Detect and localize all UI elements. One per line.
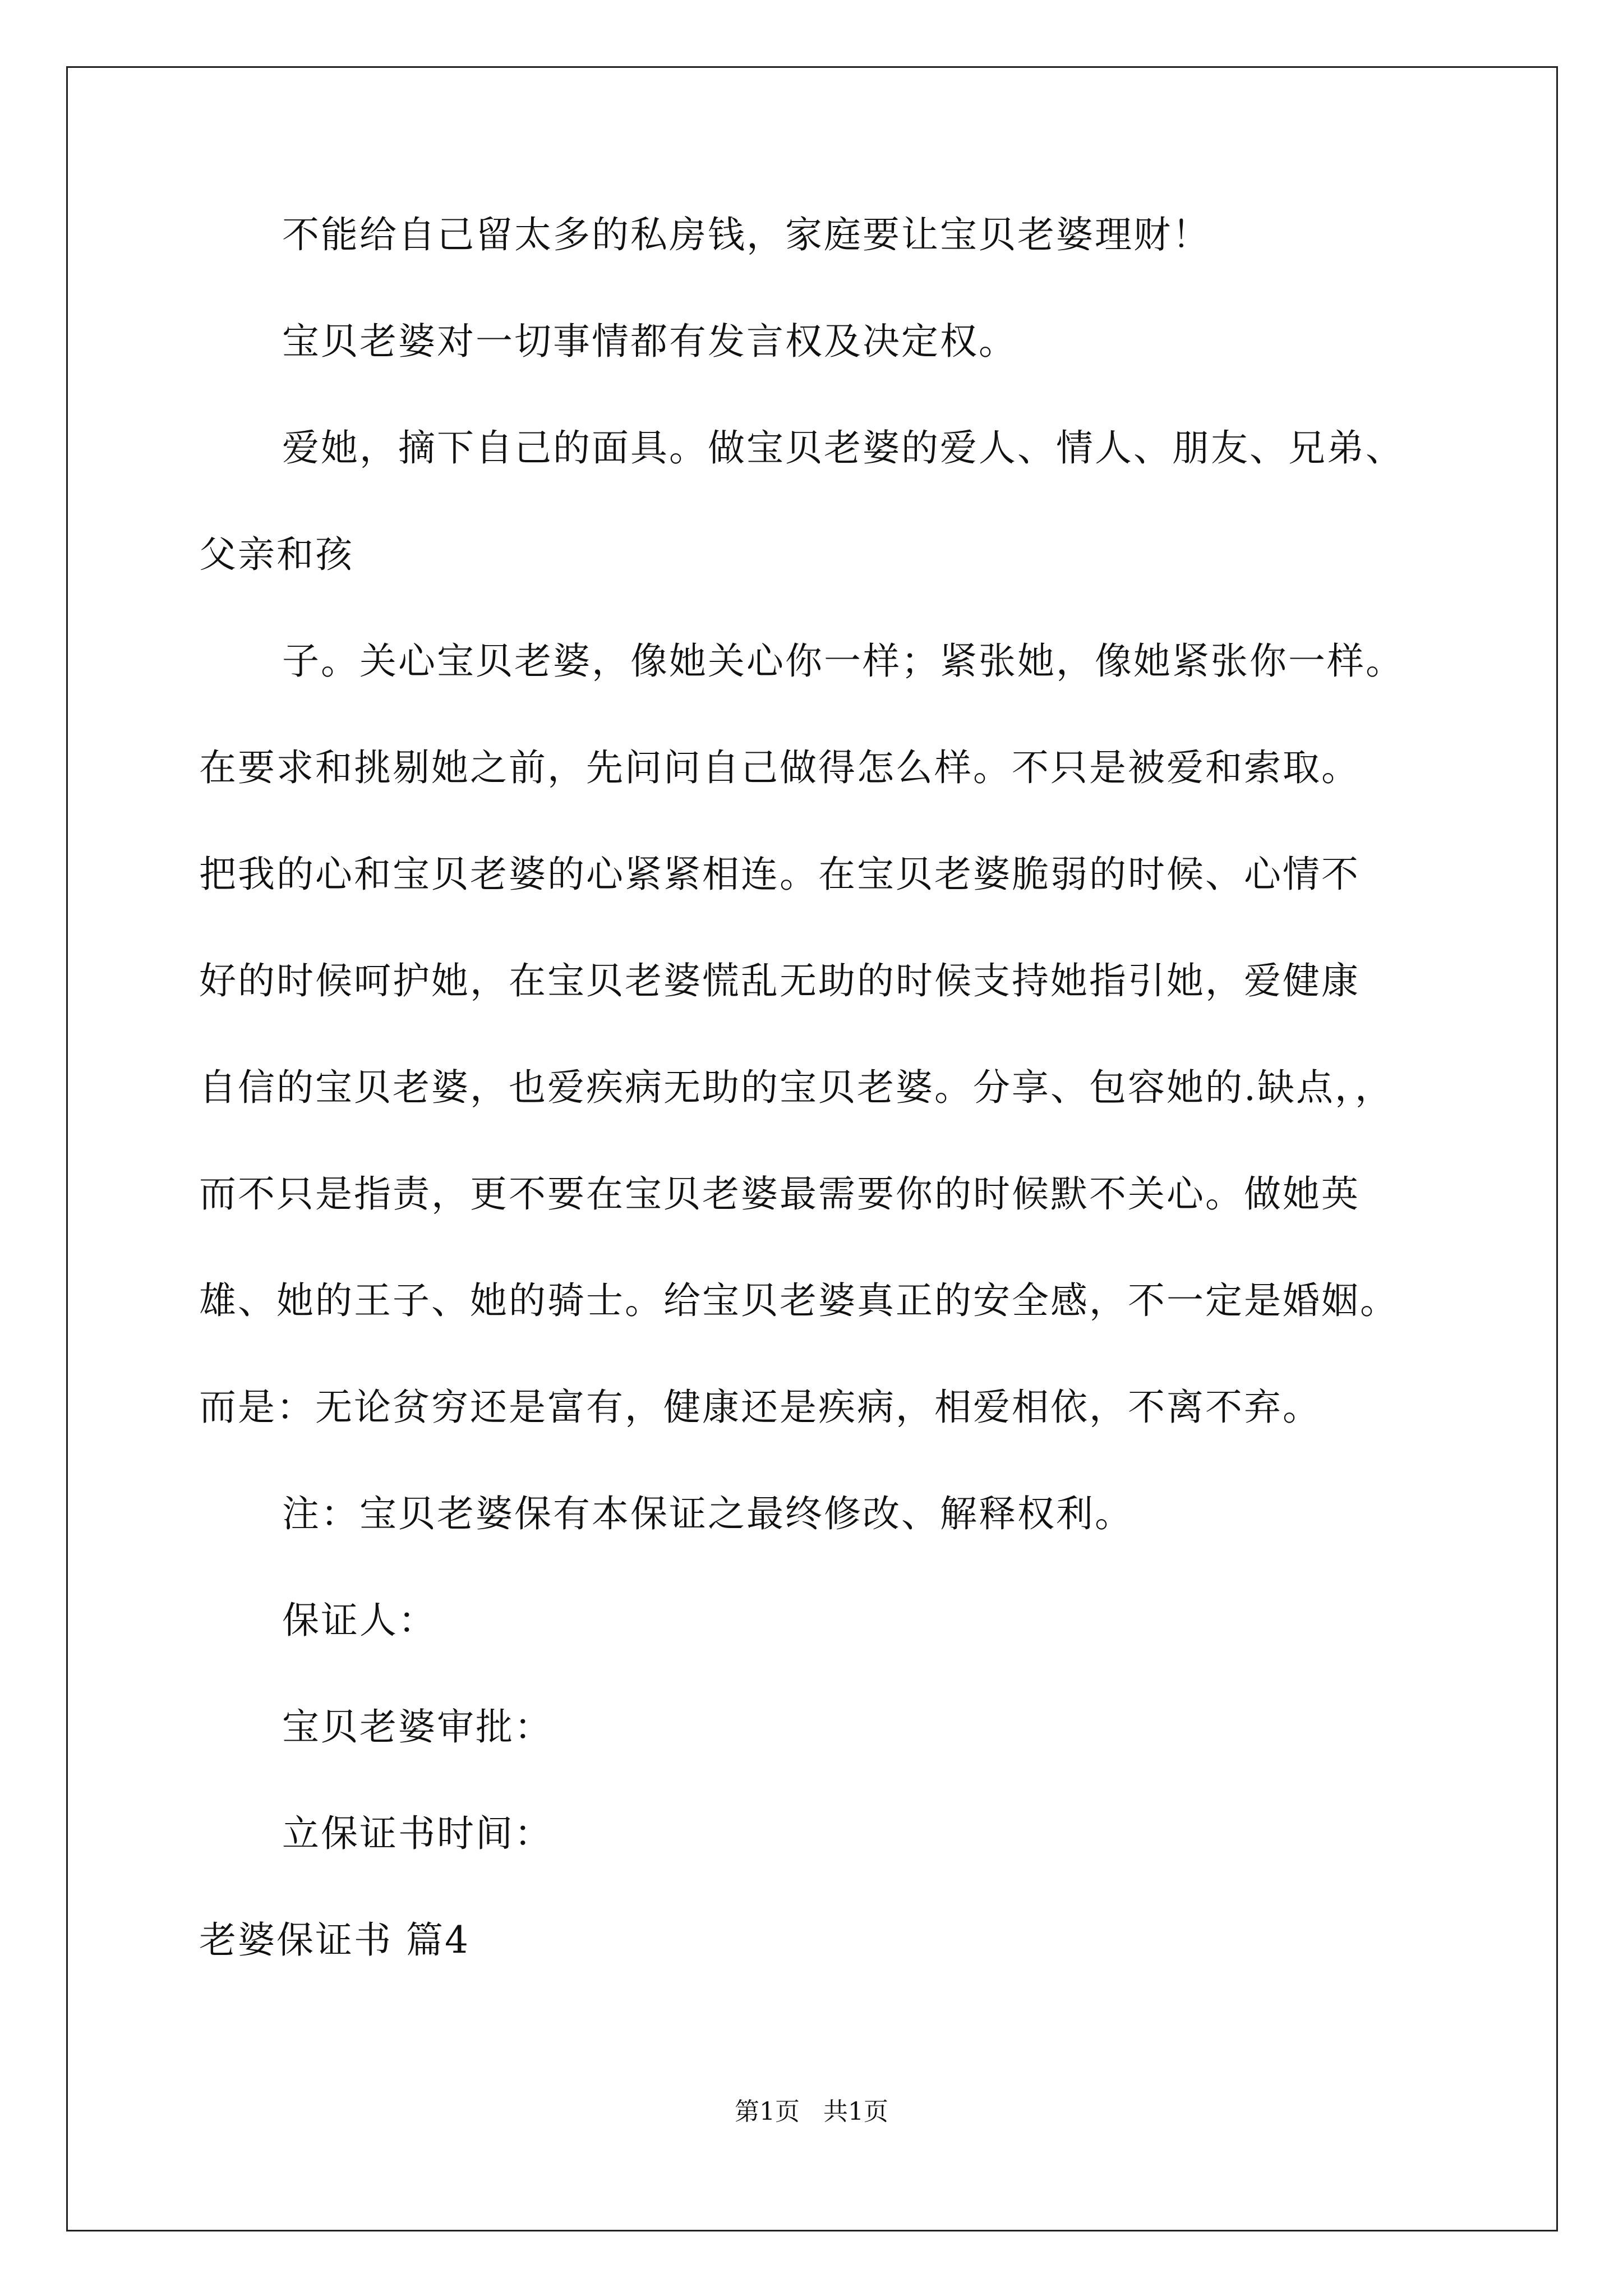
section-heading: 老婆保证书 篇4 — [199, 1918, 470, 1962]
page-indicator: 第1页 共1页 — [735, 2097, 888, 2126]
paragraph-line: 把我的心和宝贝老婆的心紧紧相连。在宝贝老婆脆弱的时候、心情不 — [199, 853, 1360, 896]
paragraph-line: 自信的宝贝老婆，也爱疾病无助的宝贝老婆。分享、包容她的.缺点，， — [199, 1066, 1394, 1109]
paragraph-line: 雄、她的王子、她的骑士。给宝贝老婆真正的安全感，不一定是婚姻。 — [199, 1279, 1399, 1322]
paragraph-line: 父亲和孩 — [199, 533, 354, 576]
paragraph-line: 不能给自己留太多的私房钱，家庭要让宝贝老婆理财！ — [282, 213, 1211, 256]
paragraph-line: 而不只是指责，更不要在宝贝老婆最需要你的时候默不关心。做她英 — [199, 1172, 1360, 1216]
paragraph-line: 而是：无论贫穷还是富有，健康还是疾病，相爱相依，不离不弃。 — [199, 1386, 1321, 1429]
approval-label: 宝贝老婆审批： — [282, 1705, 553, 1749]
paragraph-line: 好的时候呵护她，在宝贝老婆慌乱无助的时候支持她指引她，爱健康 — [199, 959, 1360, 1002]
document-body — [199, 213, 1450, 2028]
paragraph-line: 爱她，摘下自己的面具。做宝贝老婆的爱人、情人、朋友、兄弟、 — [282, 426, 1404, 470]
note-line: 注：宝贝老婆保有本保证之最终修改、解释权利。 — [282, 1492, 1133, 1535]
date-label: 立保证书时间： — [282, 1812, 553, 1855]
paragraph-line: 在要求和挑剔她之前，先问问自己做得怎么样。不只是被爱和索取。 — [199, 746, 1360, 789]
paragraph-line: 子。关心宝贝老婆，像她关心你一样；紧张她，像她紧张你一样。 — [282, 639, 1404, 683]
paragraph-line: 宝贝老婆对一切事情都有发言权及决定权。 — [282, 320, 1017, 363]
guarantor-label: 保证人： — [282, 1599, 437, 1642]
